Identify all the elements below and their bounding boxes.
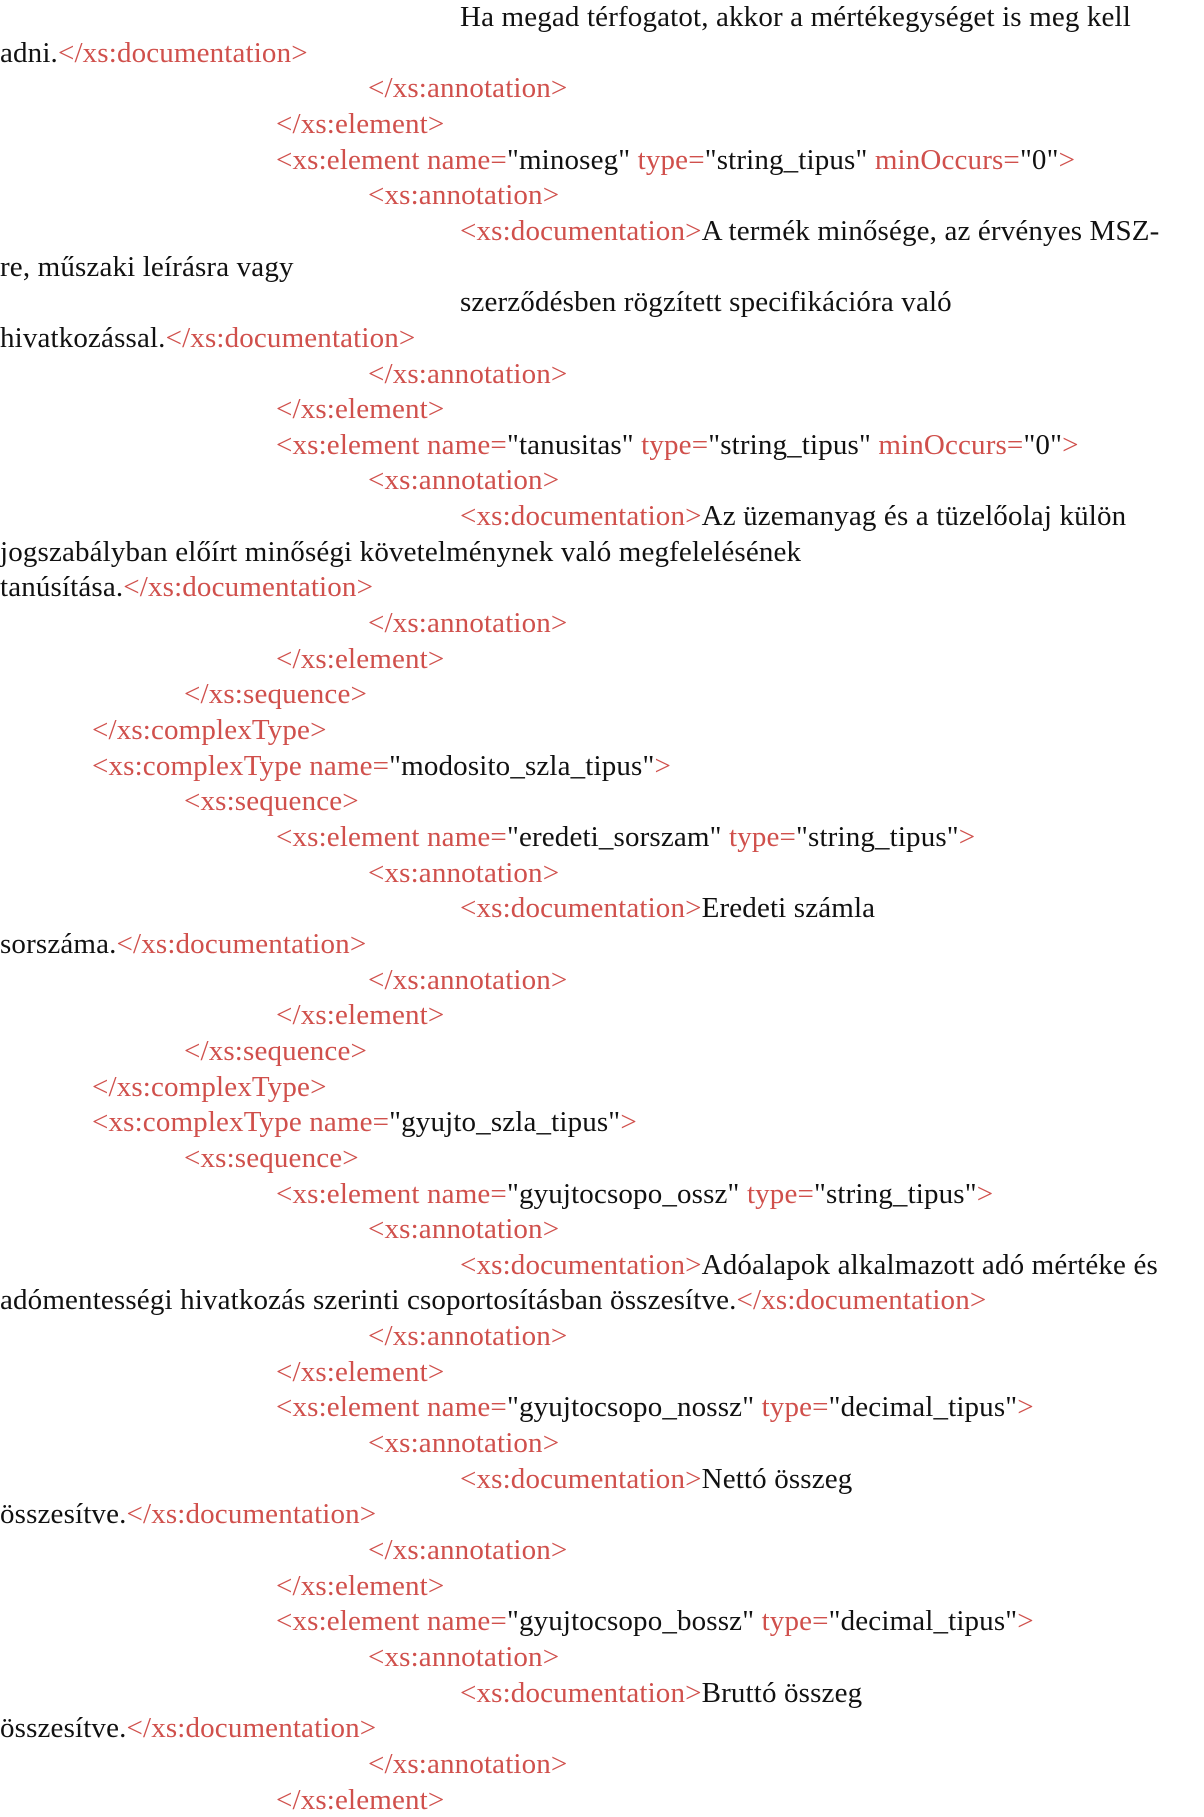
code-line [368,1426,559,1460]
markup-token: minOccurs= [870,428,1024,461]
markup-token: </xs:annotation> [368,607,568,639]
text-token: A termék minősége, az érvényes MSZ- [701,214,1160,247]
text-token: "string_tipus" [708,428,871,461]
markup-token: type= [739,1177,814,1210]
code-line [276,1355,444,1389]
markup-token: > [1058,143,1076,176]
markup-token: type= [754,1605,829,1638]
markup-token: <xs:documentation> [460,892,702,925]
text-token: "string_tipus" [796,820,959,853]
markup-token: <xs:element name= [276,1391,507,1424]
markup-token: <xs:documentation> [460,500,702,533]
code-line [460,891,875,925]
markup-token: <xs:element name= [276,1177,507,1210]
markup-token: <xs:sequence> [184,785,359,818]
markup-token: </xs:element> [276,642,445,675]
markup-token: </xs:element> [276,1569,445,1602]
markup-token: </xs:sequence> [184,1034,367,1067]
markup-token: <xs:sequence> [184,1141,359,1174]
markup-token: </xs:annotation> [368,1534,568,1566]
markup-token: </xs:element> [276,393,445,426]
text-token: "minoseg" [506,143,631,176]
markup-token: <xs:documentation> [460,1462,702,1495]
text-token: jogszabályban előírt minőségi követelménynek való megfelelésének [0,535,802,568]
markup-token: type= [721,820,797,853]
text-token: "tanusitas" [506,428,634,461]
text-token: "string_tipus" [704,143,868,176]
text-token: "eredeti_sorszam" [506,820,722,853]
text-token: "decimal_tipus" [828,1391,1018,1424]
code-line [184,677,367,711]
text-token: Az üzemanyag és a tüzelőolaj külön [701,500,1127,533]
code-line [276,107,444,141]
markup-token: > [1017,1605,1034,1638]
markup-token: type= [633,428,709,461]
markup-token: <xs:documentation> [460,1248,702,1281]
text-token: összesítve. [0,1498,127,1531]
markup-token: <xs:element name= [276,428,507,461]
code-line [276,1569,444,1603]
markup-token: <xs:annotation> [368,1640,560,1673]
markup-token: <xs:annotation> [368,856,560,889]
code-line [276,392,444,426]
code-line [368,463,559,497]
markup-token: </xs:element> [276,1355,445,1388]
code-line [368,1533,567,1567]
text-token: "gyujtocsopo_nossz" [506,1391,755,1424]
markup-token: > [1062,428,1079,461]
code-line [368,1319,567,1353]
markup-token: </xs:documentation> [116,927,367,960]
text-token: "string_tipus" [813,1177,977,1210]
markup-token: </xs:element> [276,107,445,140]
markup-token: </xs:element> [276,1783,445,1816]
markup-token: </xs:documentation> [126,1498,377,1531]
markup-token: </xs:sequence> [184,678,367,711]
markup-token: </xs:complexType> [92,1070,327,1103]
markup-token: </xs:documentation> [736,1284,987,1317]
text-token: "0" [1019,143,1059,176]
code-line [0,250,294,284]
markup-token: </xs:documentation> [123,571,374,604]
code-line [0,321,415,355]
text-token: "gyujtocsopo_bossz" [506,1605,755,1638]
markup-token: > [654,749,671,782]
text-token: Adóalapok alkalmazott adó mértéke és [701,1248,1158,1281]
code-line [276,143,1075,177]
text-token: sorszáma. [0,927,117,960]
markup-token: </xs:documentation> [126,1712,377,1745]
markup-token: > [976,1177,994,1210]
text-token: "gyujto_szla_tipus" [389,1106,621,1139]
text-token: Nettó összeg [701,1462,853,1495]
text-token: adni. [0,36,58,69]
markup-token: type= [754,1391,829,1424]
text-token: tanúsítása. [0,571,124,604]
code-line [0,570,373,604]
text-token: "modosito_szla_tipus" [389,749,655,782]
code-line [0,1283,986,1317]
code-line [184,1141,359,1175]
text-token: adómentességi hivatkozás szerinti csoportosításban összesítve. [0,1284,737,1317]
text-token: összesítve. [0,1712,127,1745]
code-line [368,178,559,212]
code-line [276,1177,993,1211]
code-line [92,713,327,747]
markup-token: <xs:annotation> [368,179,560,212]
code-line [460,1248,1158,1282]
markup-token: <xs:documentation> [460,1676,702,1709]
markup-token: </xs:annotation> [368,963,568,996]
code-line [276,642,444,676]
text-token: Bruttó összeg [701,1676,863,1709]
markup-token: <xs:element name= [276,1605,507,1638]
code-line [368,963,567,997]
code-line [368,71,567,105]
code-line [184,784,359,818]
markup-token: <xs:annotation> [368,464,560,497]
code-line [460,1462,852,1496]
code-line [460,1676,862,1710]
code-line [460,499,1126,533]
code-line [276,428,1079,462]
code-line [92,749,671,783]
markup-token: </xs:documentation> [57,36,308,69]
code-line [276,1390,1034,1424]
code-line [368,606,567,640]
code-line [0,535,801,569]
code-line [92,1070,327,1104]
code-line [276,1604,1034,1638]
code-line [92,1105,637,1139]
code-line [276,1783,444,1817]
markup-token: <xs:element name= [276,820,507,853]
markup-token: </xs:annotation> [368,1320,568,1352]
markup-token: > [1017,1391,1034,1424]
code-line [460,214,1159,248]
markup-token: </xs:annotation> [368,1747,568,1780]
markup-token: </xs:complexType> [92,714,327,746]
code-line [368,357,567,391]
text-token: hivatkozással. [0,321,166,354]
markup-token: type= [630,143,705,176]
code-line [460,285,952,319]
markup-token: > [620,1106,637,1139]
code-line [368,1640,559,1674]
text-token: "gyujtocsopo_ossz" [506,1177,740,1210]
text-token: "decimal_tipus" [828,1605,1018,1638]
code-line [0,927,366,961]
markup-token: > [958,820,976,853]
markup-token: <xs:complexType name= [92,1106,390,1139]
markup-token: </xs:annotation> [368,357,568,390]
markup-token: minOccurs= [867,143,1020,176]
markup-token: <xs:documentation> [460,214,702,247]
text-token: re, műszaki leírásra vagy [0,250,294,283]
code-line [276,998,444,1032]
code-line [276,820,975,854]
text-token: Ha megad térfogatot, akkor a mértékegységet is meg kell [460,1,1131,33]
code-line [0,1711,376,1745]
markup-token: <xs:annotation> [368,1427,560,1459]
markup-token: </xs:element> [276,999,445,1032]
code-line [0,36,308,70]
code-line [460,0,1131,34]
code-line [368,856,559,890]
text-token: Eredeti számla [701,892,876,925]
markup-token: </xs:documentation> [165,321,416,354]
markup-token: <xs:annotation> [368,1213,560,1246]
text-token: "0" [1023,428,1063,461]
code-line [184,1034,367,1068]
code-line [368,1747,567,1781]
markup-token: <xs:complexType name= [92,749,390,782]
text-token: szerződésben rögzített specifikációra való [460,286,952,319]
code-line [0,1497,376,1531]
markup-token: </xs:annotation> [368,72,568,105]
markup-token: <xs:element name= [276,143,507,176]
code-line [368,1212,559,1246]
